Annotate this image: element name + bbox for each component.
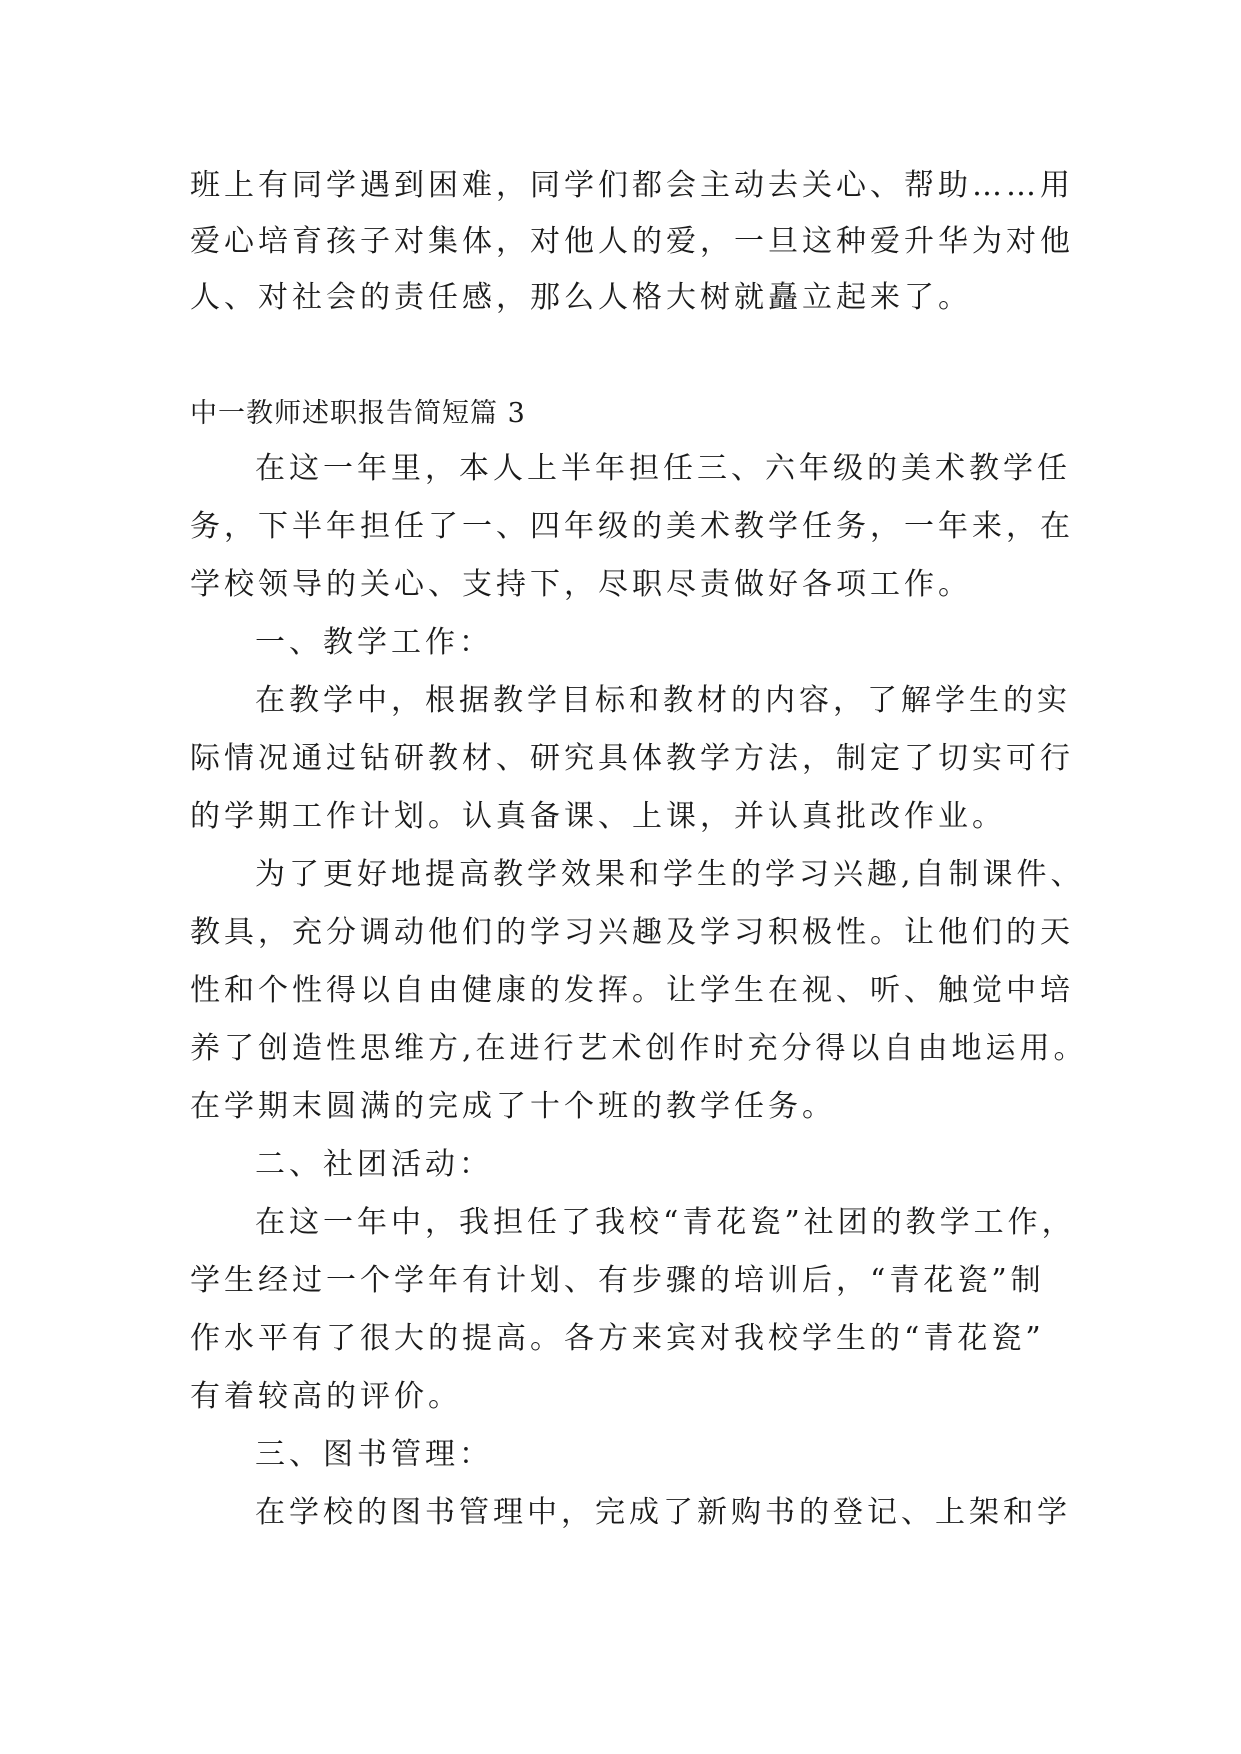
text-line: 学生经过一个学年有计划、有步骤的培训后，“青花瓷”制 — [190, 1263, 1045, 1298]
text-line: 际情况通过钻研教材、研究具体教学方法，制定了切实可行 — [190, 741, 1074, 776]
text-line: 作水平有了很大的提高。各方来宾对我校学生的“青花瓷” — [190, 1321, 1045, 1356]
text-line: 在这一年里，本人上半年担任三、六年级的美术教学任 — [255, 451, 1071, 486]
text-line: 爱心培育孩子对集体，对他人的爱，一旦这种爱升华为对他 — [190, 224, 1074, 259]
text-line: 在学校的图书管理中，完成了新购书的登记、上架和学 — [255, 1495, 1071, 1530]
section-heading: 一、教学工作： — [255, 625, 493, 660]
section-title: 中一教师述职报告简短篇 3 — [190, 398, 526, 429]
text-line: 性和个性得以自由健康的发挥。让学生在视、听、触觉中培 — [190, 973, 1074, 1008]
section-heading: 二、社团活动： — [255, 1147, 493, 1182]
text-line: 人、对社会的责任感，那么人格大树就矗立起来了。 — [190, 280, 972, 315]
text-line: 在学期末圆满的完成了十个班的教学任务。 — [190, 1089, 836, 1124]
text-line: 学校领导的关心、支持下，尽职尽责做好各项工作。 — [190, 567, 972, 602]
text-line: 在教学中，根据教学目标和教材的内容，了解学生的实 — [255, 683, 1071, 718]
text-line: 在这一年中，我担任了我校“青花瓷”社团的教学工作， — [255, 1205, 1076, 1240]
section-heading: 三、图书管理： — [255, 1437, 493, 1472]
text-line: 的学期工作计划。认真备课、上课，并认真批改作业。 — [190, 799, 1006, 834]
text-line: 养了创造性思维方,在进行艺术创作时充分得以自由地运用。 — [190, 1031, 1088, 1066]
text-line: 有着较高的评价。 — [190, 1379, 462, 1414]
text-line: 务，下半年担任了一、四年级的美术教学任务，一年来，在 — [190, 509, 1074, 544]
text-line: 教具，充分调动他们的学习兴趣及学习积极性。让他们的天 — [190, 915, 1074, 950]
text-line: 为了更好地提高教学效果和学生的学习兴趣,自制课件、 — [255, 857, 1085, 892]
text-line: 班上有同学遇到困难，同学们都会主动去关心、帮助……用 — [190, 168, 1074, 203]
